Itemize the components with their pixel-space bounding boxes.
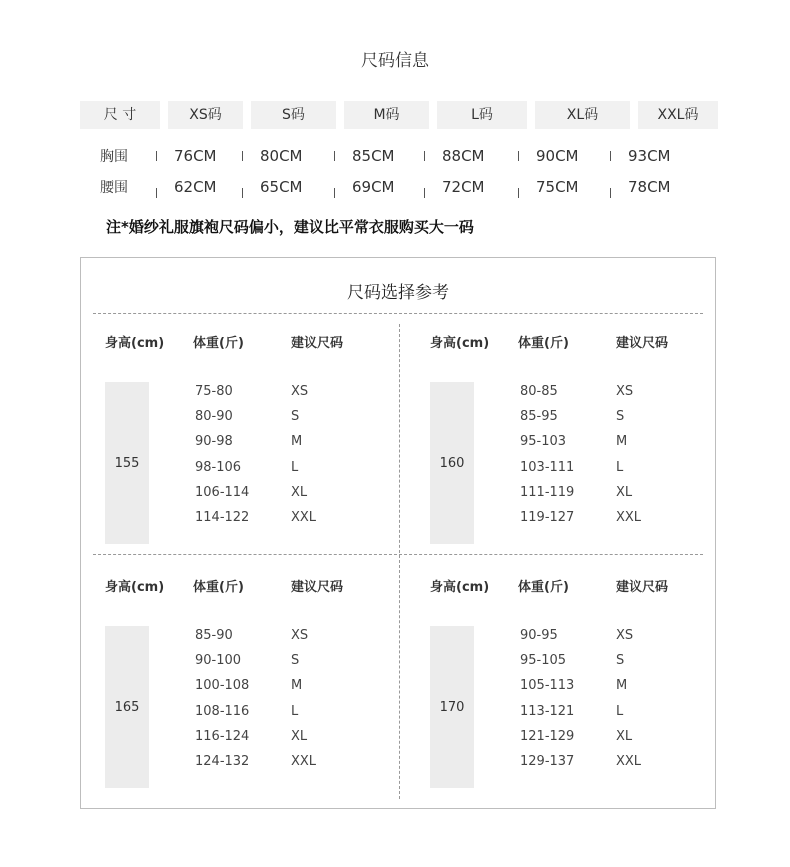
height-value: 155 <box>105 382 149 544</box>
weight-range: 103-111 <box>520 459 575 475</box>
column-header-weight: 体重(斤) <box>518 580 569 595</box>
weight-range: 114-122 <box>195 510 250 525</box>
size-recommendation: S <box>616 653 625 669</box>
weight-range: 95-105 <box>520 653 567 669</box>
measurement-value: 65CM <box>260 178 303 196</box>
weight-range: 90-95 <box>520 628 558 643</box>
size-recommendation: XL <box>616 484 633 500</box>
column-separator <box>424 188 425 198</box>
column-header-size: 建议尺码 <box>616 336 669 351</box>
height-value: 160 <box>430 382 474 544</box>
column-separator <box>518 188 519 198</box>
measurement-value: 85CM <box>352 147 395 165</box>
column-header-size: 建议尺码 <box>291 336 344 351</box>
size-recommendation: XL <box>291 728 308 744</box>
size-recommendation: XL <box>616 728 633 744</box>
column-header-weight: 体重(斤) <box>518 336 569 351</box>
column-separator <box>156 188 157 198</box>
size-recommendation: S <box>616 409 625 425</box>
weight-range: 111-119 <box>520 484 575 500</box>
size-recommendation: M <box>616 434 628 450</box>
size-header-s: S码 <box>251 101 336 129</box>
weight-range: 80-90 <box>195 409 233 425</box>
measurement-value: 93CM <box>628 147 671 165</box>
measurement-value: 75CM <box>536 178 579 196</box>
weight-range: 100-108 <box>195 678 250 694</box>
column-separator <box>156 151 157 161</box>
column-header-size: 建议尺码 <box>616 580 669 595</box>
weight-range: 106-114 <box>195 484 250 500</box>
measurement-value: 72CM <box>442 178 485 196</box>
column-header-height: 身高(cm) <box>105 336 165 351</box>
column-separator <box>610 151 611 161</box>
column-header-height: 身高(cm) <box>430 336 490 351</box>
measurement-value: 76CM <box>174 147 217 165</box>
weight-range: 90-100 <box>195 653 242 669</box>
weight-range: 75-80 <box>195 384 233 399</box>
column-separator <box>334 151 335 161</box>
height-value: 165 <box>105 626 149 788</box>
column-header-height: 身高(cm) <box>430 580 490 595</box>
weight-range: 121-129 <box>520 728 575 744</box>
height-group <box>81 576 381 816</box>
weight-range: 95-103 <box>520 434 567 450</box>
weight-range: 108-116 <box>195 703 250 719</box>
size-header-xs: XS码 <box>168 101 243 129</box>
size-recommendation: L <box>616 459 624 475</box>
size-header-xxl: XXL码 <box>638 101 718 129</box>
column-separator <box>242 151 243 161</box>
weight-range: 124-132 <box>195 754 250 769</box>
column-separator <box>610 188 611 198</box>
divider <box>93 313 703 314</box>
column-header-size: 建议尺码 <box>291 580 344 595</box>
measurement-value: 62CM <box>174 178 217 196</box>
column-header-weight: 体重(斤) <box>193 580 244 595</box>
measurement-value: 90CM <box>536 147 579 165</box>
size-recommendation: S <box>291 653 300 669</box>
height-group <box>406 332 706 572</box>
column-separator <box>424 151 425 161</box>
size-recommendation: XL <box>291 484 308 500</box>
size-recommendation: XXL <box>291 754 317 769</box>
size-recommendation: M <box>616 678 628 694</box>
divider <box>399 324 400 799</box>
size-recommendation: L <box>291 459 299 475</box>
size-recommendation: XS <box>616 384 634 399</box>
measurement-row <box>80 174 730 200</box>
height-group <box>81 332 381 572</box>
weight-range: 85-90 <box>195 628 233 643</box>
weight-range: 90-98 <box>195 434 233 450</box>
measurement-value: 80CM <box>260 147 303 165</box>
measurement-row <box>80 143 730 169</box>
size-recommendation: XS <box>291 628 309 643</box>
size-recommendation: L <box>291 703 299 719</box>
weight-range: 85-95 <box>520 409 558 425</box>
size-recommendation: XS <box>616 628 634 643</box>
size-recommendation: L <box>616 703 624 719</box>
size-header-l: L码 <box>437 101 527 129</box>
size-header-xl: XL码 <box>535 101 630 129</box>
size-recommendation: M <box>291 678 303 694</box>
size-recommendation: XXL <box>616 510 642 525</box>
size-guide-panel <box>80 257 716 809</box>
measurement-label: 胸围 <box>100 149 128 165</box>
height-group <box>406 576 706 816</box>
size-header-row <box>80 101 730 129</box>
size-recommendation: XXL <box>291 510 317 525</box>
size-recommendation: S <box>291 409 300 425</box>
weight-range: 129-137 <box>520 754 575 769</box>
weight-range: 119-127 <box>520 510 575 525</box>
measurement-value: 88CM <box>442 147 485 165</box>
size-header-label: 尺 寸 <box>80 101 160 129</box>
size-recommendation: M <box>291 434 303 450</box>
measurement-value: 69CM <box>352 178 395 196</box>
size-note: 注*婚纱礼服旗袍尺码偏小，建议比平常衣服购买大一码 <box>106 218 474 236</box>
weight-range: 98-106 <box>195 459 242 475</box>
measurement-value: 78CM <box>628 178 671 196</box>
size-recommendation: XXL <box>616 754 642 769</box>
guide-title: 尺码选择参考 <box>347 283 449 303</box>
column-separator <box>518 151 519 161</box>
column-separator <box>334 188 335 198</box>
page-title: 尺码信息 <box>361 51 429 71</box>
measurement-label: 腰围 <box>100 180 128 196</box>
column-separator <box>242 188 243 198</box>
height-value: 170 <box>430 626 474 788</box>
weight-range: 80-85 <box>520 384 558 399</box>
size-header-m: M码 <box>344 101 429 129</box>
column-header-weight: 体重(斤) <box>193 336 244 351</box>
weight-range: 113-121 <box>520 703 575 719</box>
weight-range: 116-124 <box>195 728 250 744</box>
column-header-height: 身高(cm) <box>105 580 165 595</box>
size-recommendation: XS <box>291 384 309 399</box>
weight-range: 105-113 <box>520 678 575 694</box>
